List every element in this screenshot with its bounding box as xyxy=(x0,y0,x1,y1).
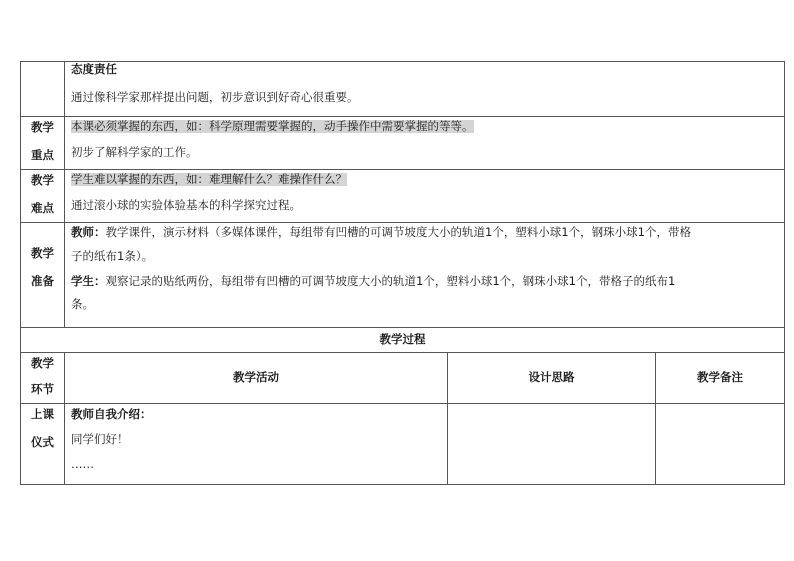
preparation-label xyxy=(21,223,65,328)
difficulties-text: 通过滚小球的实验体验基本的科学探究过程。 xyxy=(71,198,301,212)
key-points-row xyxy=(21,117,785,170)
preparation-row xyxy=(21,223,785,328)
notes-header: 教学备注 xyxy=(656,353,785,404)
difficulties-template-hint: 学生难以掌握的东西，如：难理解什么？难操作什么？ xyxy=(71,173,347,186)
process-row xyxy=(21,404,785,485)
preparation-label-top: 教学 xyxy=(31,246,54,260)
goal-text: 通过像科学家那样提出问题，初步意识到好奇心很重要。 xyxy=(71,90,359,104)
student-materials-line2: 条。 xyxy=(71,298,94,312)
activity-heading: 教师自我介绍： xyxy=(71,408,152,421)
stage-bottom: 仪式 xyxy=(31,434,54,449)
difficulties-label-bottom: 难点 xyxy=(31,200,54,215)
teacher-materials-line2: 子的纸布1条）。 xyxy=(71,249,154,263)
difficulties-row xyxy=(21,170,785,223)
stage-header xyxy=(21,353,65,404)
difficulties-content xyxy=(65,170,785,223)
stage-header-bottom: 环节 xyxy=(31,381,54,396)
process-title: 教学过程 xyxy=(21,328,785,353)
teacher-materials-line1: 教学课件，演示材料（多媒体课件，每组带有凹槽的可调节坡度大小的轨道1个，塑料小球1个，钢珠小球1个，带格 xyxy=(105,226,691,239)
process-title-row xyxy=(21,328,785,353)
stage-header-top: 教学 xyxy=(31,356,54,370)
goal-row xyxy=(21,62,785,117)
design-cell xyxy=(448,404,656,485)
preparation-label-bottom: 准备 xyxy=(31,273,54,288)
goal-label-cell xyxy=(21,62,65,117)
design-header: 设计思路 xyxy=(448,353,656,404)
teacher-label: 教师： xyxy=(71,226,106,239)
process-header-row xyxy=(21,353,785,404)
key-points-template-hint: 本课必须掌握的东西，如：科学原理需要掌握的，动手操作中需要掌握的等等。 xyxy=(71,120,474,133)
student-materials-line1: 观察记录的贴纸两份，每组带有凹槽的可调节坡度大小的轨道1个，塑料小球1个，钢珠小球1个，带格子的纸布1 xyxy=(105,274,676,288)
key-points-label-bottom: 重点 xyxy=(31,147,54,162)
key-points-text: 初步了解科学家的工作。 xyxy=(71,145,198,159)
lesson-plan-table xyxy=(20,61,785,485)
activity-line2: …… xyxy=(71,457,94,471)
stage-top: 上课 xyxy=(31,407,54,421)
goal-content-cell xyxy=(65,62,785,117)
student-label: 学生： xyxy=(71,274,106,288)
activity-line1: 同学们好！ xyxy=(71,432,129,446)
difficulties-label-top: 教学 xyxy=(31,173,54,187)
difficulties-label xyxy=(21,170,65,223)
stage-cell xyxy=(21,404,65,485)
activity-header: 教学活动 xyxy=(65,353,448,404)
key-points-label xyxy=(21,117,65,170)
preparation-content xyxy=(65,223,785,328)
notes-cell xyxy=(656,404,785,485)
key-points-label-top: 教学 xyxy=(31,120,54,134)
activity-cell xyxy=(65,404,448,485)
goal-heading: 态度责任 xyxy=(71,63,117,76)
key-points-content xyxy=(65,117,785,170)
